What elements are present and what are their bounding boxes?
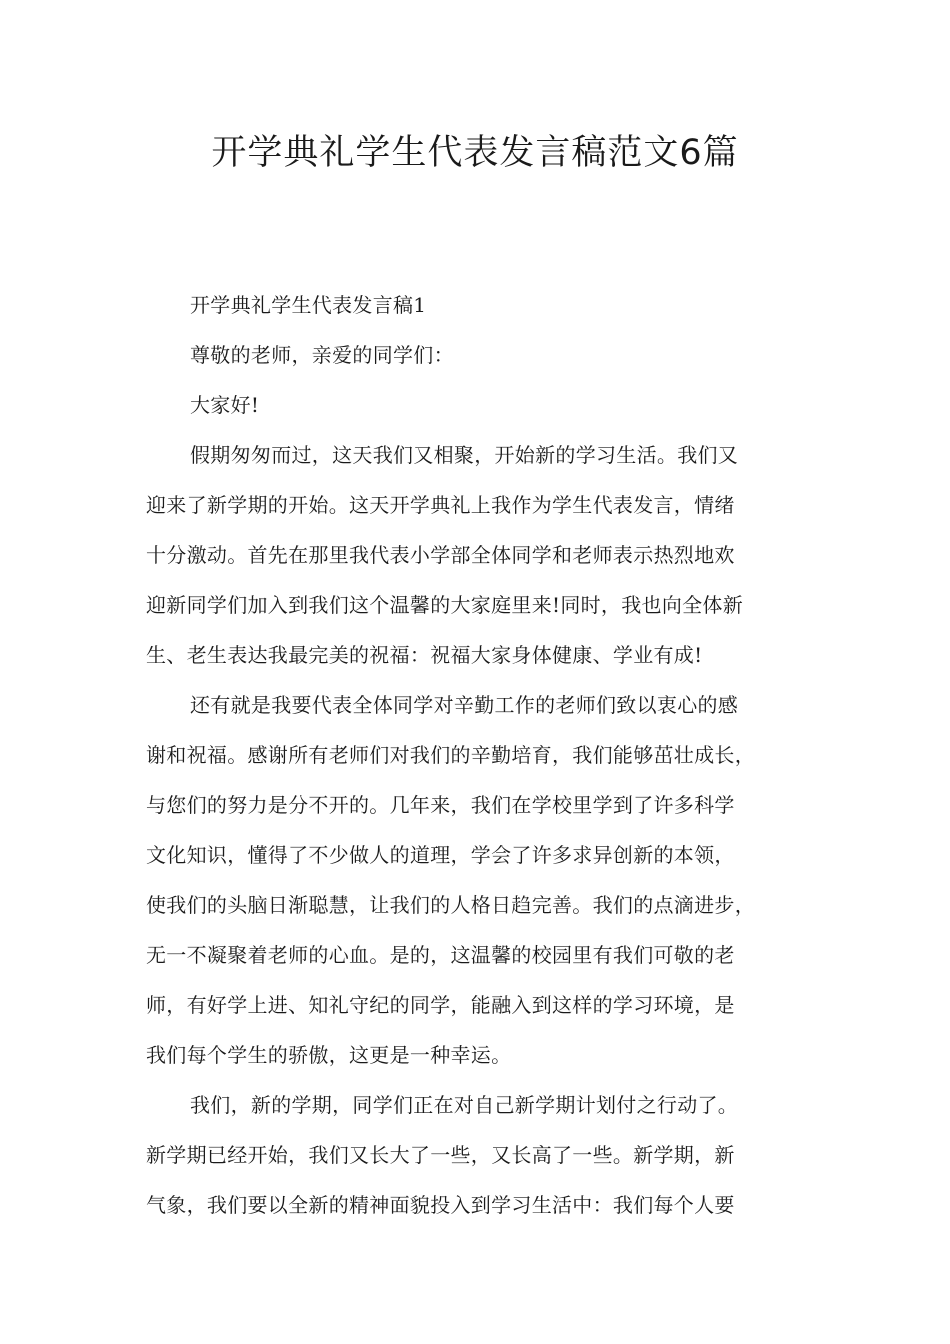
text-line: 十分激动。首先在那里我代表小学部全体同学和老师表示热烈地欢 — [146, 543, 735, 567]
text-line: 新学期已经开始，我们又长大了一些，又长高了一些。新学期，新 — [146, 1143, 735, 1167]
text-line: 师，有好学上进、知礼守纪的同学，能融入到这样的学习环境，是 — [146, 993, 735, 1017]
document-body — [146, 280, 818, 1230]
text-line: 我们，新的学期，同学们正在对自己新学期计划付之行动了。 — [190, 1093, 739, 1117]
text-line: 假期匆匆而过，这天我们又相聚，开始新的学习生活。我们又 — [190, 443, 739, 467]
text-line: 我们每个学生的骄傲，这更是一种幸运。 — [146, 1043, 512, 1067]
text-line: 与您们的努力是分不开的。几年来，我们在学校里学到了许多科学 — [146, 793, 735, 817]
text-line: 文化知识，懂得了不少做人的道理，学会了许多求异创新的本领， — [146, 843, 735, 867]
text-line: 迎新同学们加入到我们这个温馨的大家庭里来!同时，我也向全体新 — [146, 593, 744, 617]
text-line: 生、老生表达我最完美的祝福：祝福大家身体健康、学业有成! — [146, 643, 703, 667]
text-line: 迎来了新学期的开始。这天开学典礼上我作为学生代表发言，情绪 — [146, 493, 735, 517]
text-line: 还有就是我要代表全体同学对辛勤工作的老师们致以衷心的感 — [190, 693, 739, 717]
text-line: 谢和祝福。感谢所有老师们对我们的辛勤培育，我们能够茁壮成长， — [146, 743, 755, 767]
text-line: 无一不凝聚着老师的心血。是的，这温馨的校园里有我们可敬的老 — [146, 943, 735, 967]
text-line: 使我们的头脑日渐聪慧，让我们的人格日趋完善。我们的点滴进步， — [146, 893, 755, 917]
document-title: 开学典礼学生代表发言稿范文6篇 — [211, 133, 739, 173]
text-line: 气象，我们要以全新的精神面貌投入到学习生活中：我们每个人要 — [146, 1193, 735, 1217]
text-line: 开学典礼学生代表发言稿1 — [190, 293, 427, 317]
text-line: 尊敬的老师，亲爱的同学们： — [190, 343, 454, 367]
text-line: 大家好! — [190, 393, 260, 417]
